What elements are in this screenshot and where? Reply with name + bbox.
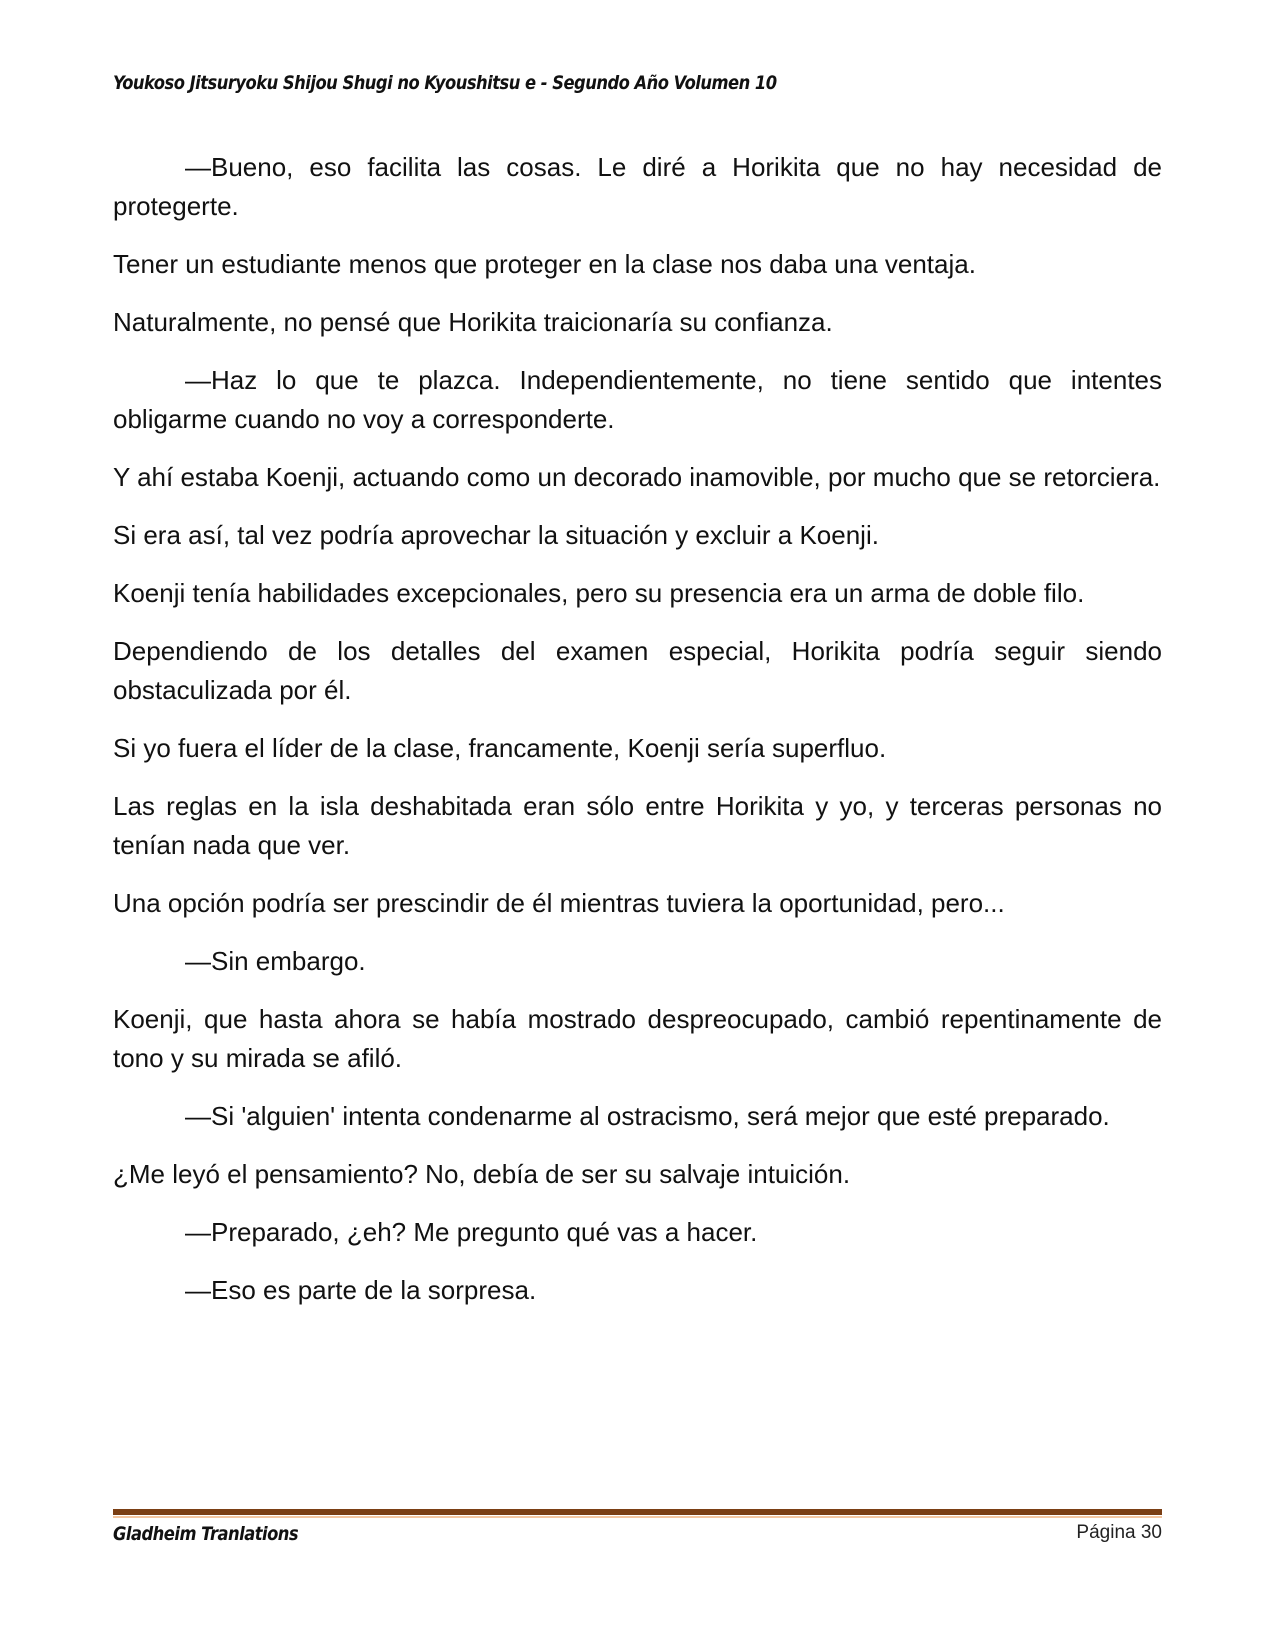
narration-paragraph: Y ahí estaba Koenji, actuando como un decorado inamovible, por mucho que se retorciera. <box>113 462 1161 492</box>
narration-paragraph: Las reglas en la isla deshabitada eran sólo entre Horikita y yo, y terceras personas no tenían nada que ver. <box>113 791 1162 860</box>
narration-paragraph: ¿Me leyó el pensamiento? No, debía de ser su salvaje intuición. <box>113 1159 851 1189</box>
narration-paragraph: Koenji tenía habilidades excepcionales, pero su presencia era un arma de doble filo. <box>113 578 1085 608</box>
narration-paragraph: Naturalmente, no pensé que Horikita traicionaría su confianza. <box>113 307 833 337</box>
footer-credit: Gladheim Tranlations <box>113 1523 299 1545</box>
dialog-paragraph: —Haz lo que te plazca. Independientemente, no tiene sentido que intentes obligarme cuando no voy a corresponderte. <box>113 365 1162 434</box>
dialog-paragraph: —Bueno, eso facilita las cosas. Le diré a Horikita que no hay necesidad de protegerte. <box>113 152 1162 221</box>
narration-paragraph: Si yo fuera el líder de la clase, francamente, Koenji sería superfluo. <box>113 733 887 763</box>
footer-rule <box>113 1509 1162 1515</box>
page-body <box>113 148 1162 1329</box>
narration-paragraph: Una opción podría ser prescindir de él mientras tuviera la oportunidad, pero... <box>113 888 1005 918</box>
narration-paragraph: Si era así, tal vez podría aprovechar la situación y excluir a Koenji. <box>113 520 879 550</box>
dialog-paragraph: —Preparado, ¿eh? Me pregunto qué vas a hacer. <box>185 1217 758 1247</box>
narration-paragraph: Koenji, que hasta ahora se había mostrado despreocupado, cambió repentinamente de tono y su mirada se afiló. <box>113 1004 1162 1073</box>
footer-rule-accent <box>113 1516 1162 1518</box>
narration-paragraph: Dependiendo de los detalles del examen especial, Horikita podría seguir siendo obstaculizada por él. <box>113 636 1162 705</box>
page-number: Página 30 <box>1076 1522 1162 1543</box>
dialog-paragraph: —Si 'alguien' intenta condenarme al ostracismo, será mejor que esté preparado. <box>185 1101 1110 1131</box>
running-header: Youkoso Jitsuryoku Shijou Shugi no Kyoushitsu e - Segundo Año Volumen 10 <box>113 72 777 94</box>
dialog-paragraph: —Eso es parte de la sorpresa. <box>185 1275 537 1305</box>
dialog-paragraph: —Sin embargo. <box>185 946 366 976</box>
narration-paragraph: Tener un estudiante menos que proteger en la clase nos daba una ventaja. <box>113 249 976 279</box>
